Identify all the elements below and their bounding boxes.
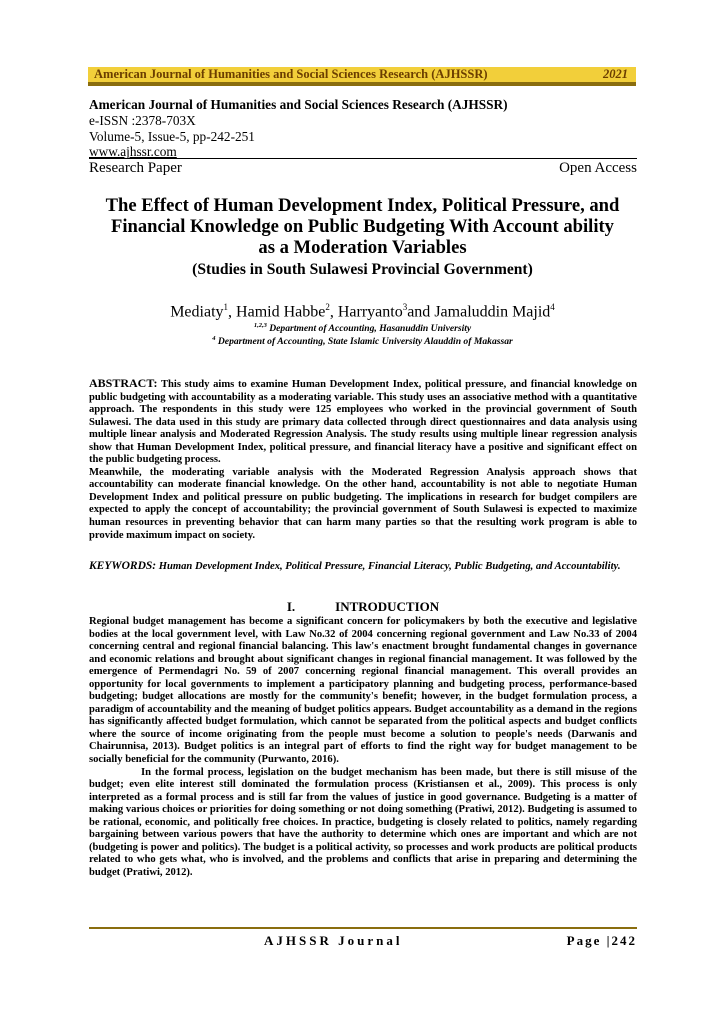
author-sep: , <box>228 303 237 321</box>
footer-divider <box>89 927 637 929</box>
affiliation-sup: 1,2,3 <box>253 322 267 329</box>
abstract-label: ABSTRACT: <box>89 376 158 390</box>
keywords <box>89 560 637 574</box>
journal-eissn: e-ISSN :2378-703X <box>89 112 196 128</box>
journal-url-link[interactable]: www.ajhssr.com <box>89 144 177 160</box>
body-paragraph: Regional budget management has become a significant concern for policymakers by both the executive and legislative bodies at the local government level, with Law No.32 of 2004 concerning regional government and Law No.33 of 2004 concerning central and regional financial balancing. This law's enactment brought fundamental changes in governance and economic relations and brought about significant changes in regional financial management. It was followed by the emergence of Permendagri No. 59 of 2007 concerning regional financial management. This overall provides an opportunity for local governments to implement a participatory planning and budgeting process, performance-based budgeting; budget allocations are mostly for the community's benefit; however, in the budget formulation process, a paradigm of accountability and the meaning of budget politics appears. Budget accountability as a demand in the regions has significantly affected budget formulation, which cannot be separated from the political aspects and budget conflicts where the source of income originating from the people must become a solution to people's needs (Darwanis and Chairunnisa, 2013). Budget politics is an integral part of efforts to find the right way for budget management to be socially beneficial for the community (Purwanto, 2016). <box>89 616 637 766</box>
abstract-paragraph <box>89 377 637 467</box>
title-line: The Effect of Human Development Index, Political Pressure, and <box>105 195 620 216</box>
author-sup: 1 <box>223 302 229 312</box>
abstract-text: This study aims to examine Human Development Index, political pressure, and financial knowledge on public budgeting with accountability as a moderating variable. This study uses an associative method with a quantitative approach. The respondents in this study were 125 employees who worked in the provincial government of South Sulawesi. The data used in this study are primary data collected through direct questionnaires and data analysis using multiple linear analysis and Moderated Regression Analysis. The study results using multiple linear regression analysis show that Human Development Index, political pressure, and financial literacy have a positive and significant effect on the public budgeting process. <box>89 379 637 466</box>
keywords-label: KEYWORDS: <box>89 560 157 572</box>
banner-journal-name: American Journal of Humanities and Social Sciences Research (AJHSSR) <box>94 67 488 81</box>
footer-page-label: Page | <box>566 933 612 948</box>
affiliation <box>70 333 655 347</box>
footer-page <box>567 933 637 949</box>
abstract-paragraph: Meanwhile, the moderating variable analysis with the Moderated Regression Analysis approach shows that accountability can moderate financial knowledge. On the other hand, accountability is not able to negotiate Human Development Index and political pressure on public budgeting. The implications in research for budget compilers are expected to apply the concept of accountability; the provincial government of South Sulawesi is expected to maximize human resources in preventing behavior that can harm many parties so that the resulting work program is able to provide maximum impact on society. <box>89 466 637 541</box>
abstract <box>89 377 637 542</box>
author-name: Harryanto <box>337 303 403 321</box>
footer-page-number: 242 <box>611 933 637 948</box>
keywords-text: Human Development Index, Political Pressure, Financial Literacy, Public Budgeting, and Accountability. <box>156 561 621 572</box>
affiliation-text: Department of Accounting, State Islamic University Alauddin of Makassar <box>215 336 513 348</box>
section-number: I. <box>286 599 296 614</box>
section-title: INTRODUCTION <box>335 599 440 614</box>
paper-subtitle: (Studies in South Sulawesi Provincial Government) <box>192 261 533 278</box>
author-sep: , <box>329 303 338 321</box>
author-sup: 2 <box>325 302 330 312</box>
author-sup: 3 <box>402 302 408 312</box>
author-sep: and <box>407 303 435 321</box>
paper-title <box>70 195 655 258</box>
affiliation-text: Department of Accounting, Hasanuddin University <box>266 323 472 335</box>
author-name: Mediaty <box>170 303 224 321</box>
author-list <box>70 298 655 321</box>
footer-journal: AJHSSR Journal <box>264 933 403 948</box>
paper-type: Research Paper <box>89 160 182 176</box>
section-heading <box>89 599 637 614</box>
journal-volume: Volume-5, Issue-5, pp-242-251 <box>89 128 255 144</box>
introduction-body <box>89 616 637 879</box>
journal-banner <box>88 67 636 86</box>
title-line: as a Moderation Variables <box>258 237 467 258</box>
access-label: Open Access <box>559 160 637 176</box>
body-paragraph: In the formal process, legislation on the budget mechanism has been made, but there is still misuse of the budget; even elite interest still dominated the formulation process (Kristiansen et al., 2009). This process is only interpreted as a formal process and is still far from the values of justice in good governance. Budgeting is a matter of making various choices or priorities for doing something or not doing something (Pratiwi, 2012). Budgeting is assumed to be rational, economic, and politically free choices. In practice, budgeting is closely related to politics, namely regarding bargaining between various powers that have the authority to determine which ones are important and which are not (budgeting is power and politics). The budget is a political activity, so processes and work products are political products related to who gets what, who is involved, and the problems and conflicts that arise in preparing and determining the budget (Pratiwi, 2012). <box>89 766 637 878</box>
page-footer <box>89 933 637 949</box>
banner-year: 2021 <box>603 67 628 81</box>
journal-name: American Journal of Humanities and Social Sciences Research (AJHSSR) <box>89 97 508 112</box>
paper-type-row <box>89 158 637 177</box>
author-name: Hamid Habbe <box>236 303 326 321</box>
title-line: Financial Knowledge on Public Budgeting With Account ability <box>111 216 614 237</box>
author-name: Jamaluddin Majid <box>434 303 551 321</box>
author-sup: 4 <box>550 302 555 312</box>
affiliation-sup: 4 <box>212 335 216 342</box>
journal-info <box>89 97 508 160</box>
